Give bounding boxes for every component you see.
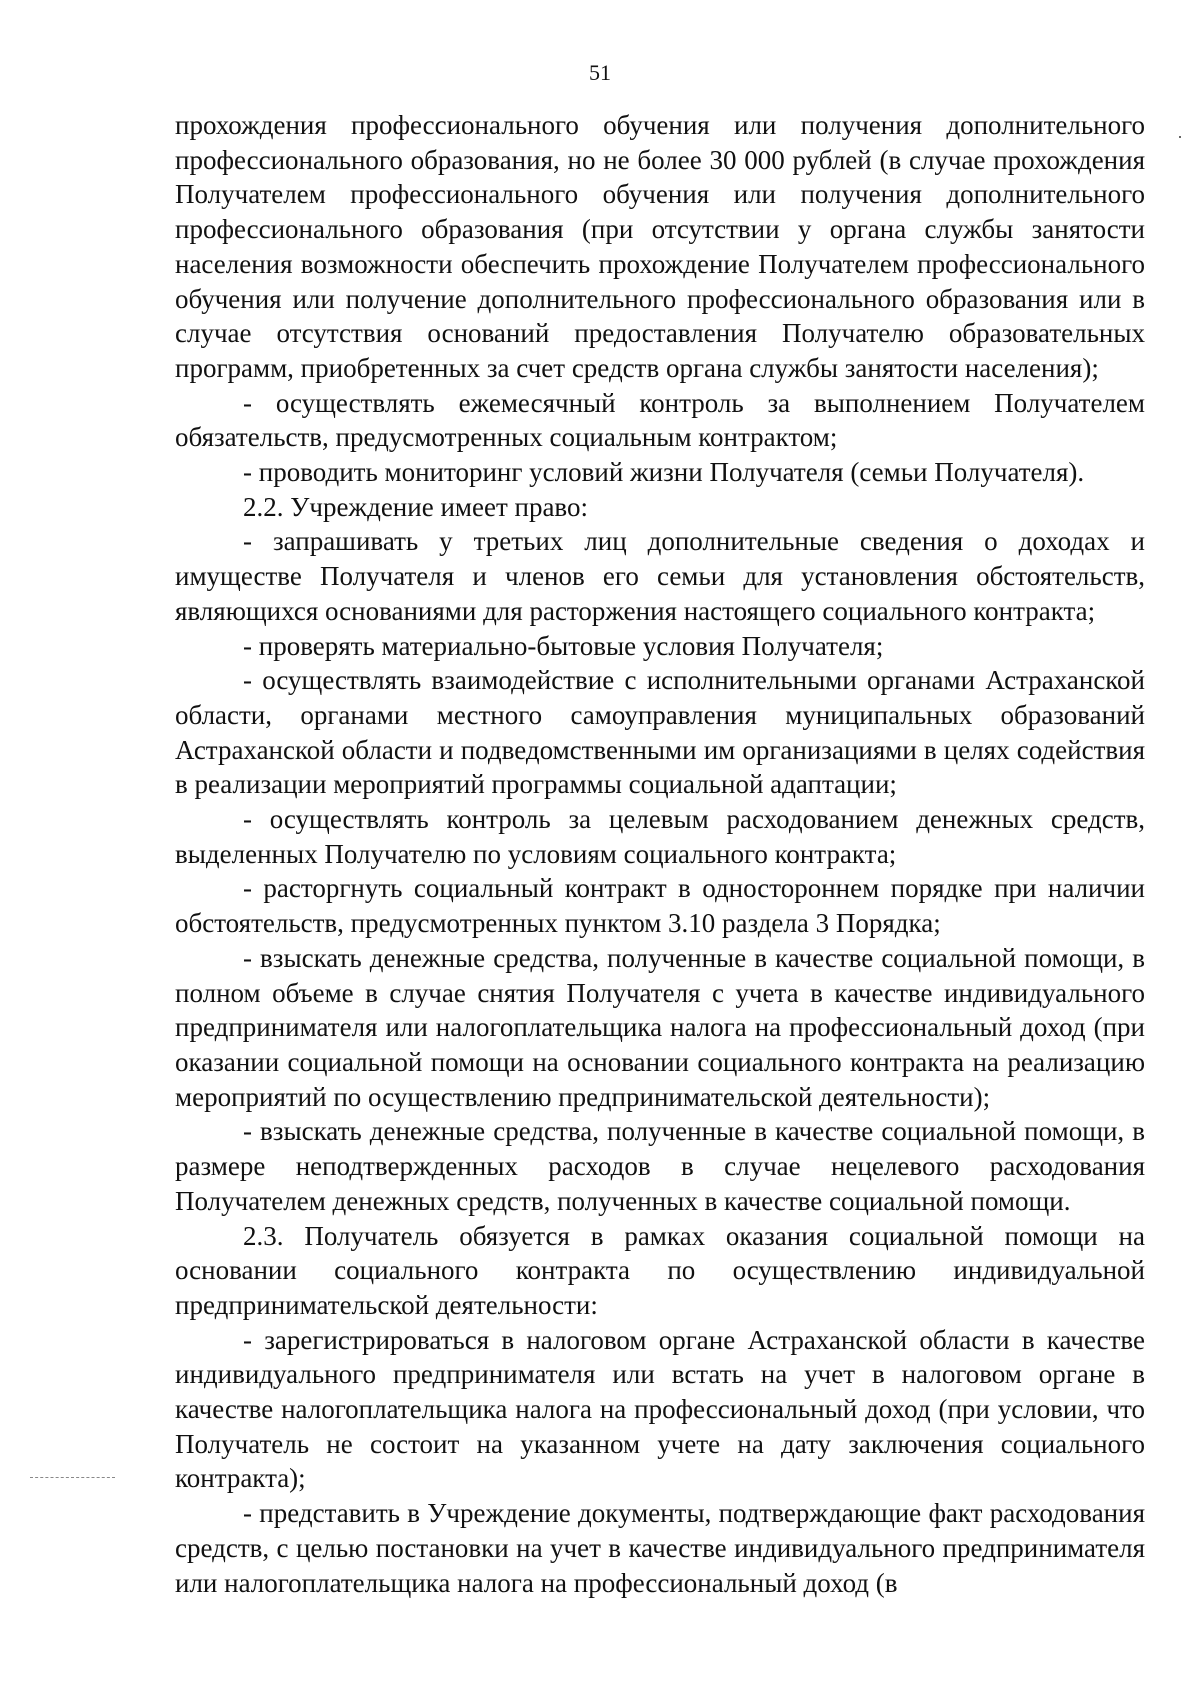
paragraph-register: - зарегистрироваться в налоговом органе Астраханской области в качестве индивидуального предпринимателя или встать на учет в налоговом органе в качестве налогоплательщика налога на профессиональный доход (при условии, что Получатель не состоит на указанном учете на дату заключения социального контракта); [175, 1324, 1145, 1494]
paragraph-control-spending: - осуществлять контроль за целевым расходованием денежных средств, выделенных Получателю по условиям социального контракта; [175, 804, 1145, 869]
section-heading-2-2: 2.2. Учреждение имеет право: [243, 491, 588, 522]
paragraph-recover-unconfirmed: - взыскать денежные средства, полученные в качестве социальной помощи, в размере неподтвержденных расходов в случае нецелевого расходования Получателем денежных средств, полученных в качестве социальной помощи. [175, 1116, 1145, 1216]
scan-margin-mark [30, 1477, 115, 1478]
paragraph-recover-full: - взыскать денежные средства, полученные в качестве социальной помощи, в полном объеме в случае снятия Получателя с учета в качестве индивидуального предпринимателя или налогоплательщика налога на профессиональный доход (при оказании социальной помощи на основании социального контракта на реализацию мероприятий по осуществлению предпринимательской деятельности); [175, 942, 1145, 1112]
page-number: 51 [589, 60, 611, 85]
paragraph-submit-documents: - представить в Учреждение документы, подтверждающие факт расходования средств, с целью постановки на учет в качестве индивидуального предпринимателя или налогоплательщика налога на профессиональный доход (в [175, 1498, 1145, 1598]
paragraph-monitoring: - проводить мониторинг условий жизни Получателя (семьи Получателя). [243, 457, 1085, 488]
scan-speck [1179, 136, 1181, 138]
paragraph-request-info: - запрашивать у третьих лиц дополнительные сведения о доходах и имуществе Получателя и членов его семьи для установления обстоятельств, являющихся основаниями для расторжения настоящего социального контракта; [175, 526, 1145, 626]
paragraph-terminate-contract: - расторгнуть социальный контракт в одностороннем порядке при наличии обстоятельств, предусмотренных пунктом 3.10 раздела 3 Порядка; [175, 873, 1145, 939]
section-heading-2-3: 2.3. Получатель обязуется в рамках оказания социальной помощи на основании социального контракта по осуществлению индивидуальной предпринимательской деятельности: [175, 1220, 1145, 1320]
paragraph-monthly-control: - осуществлять ежемесячный контроль за выполнением Получателем обязательств, предусмотренных социальным контрактом; [175, 387, 1145, 453]
paragraph-cooperation: - осуществлять взаимодействие с исполнительными органами Астраханской области, органами местного самоуправления муниципальных образований Астраханской области и подведомственными им организациями в целях содействия в реализации мероприятий программы социальной адаптации; [175, 665, 1145, 800]
document-body [175, 108, 1145, 1600]
paragraph-check-conditions: - проверять материально-бытовые условия Получателя; [243, 630, 884, 661]
paragraph-continuation: прохождения профессионального обучения или получения дополнительного профессионального образования, но не более 30 000 рублей (в случае прохождения Получателем профессионального обучения или получения дополнительного профессионального образования (при отсутствии у органа службы занятости населения возможности обеспечить прохождение Получателем профессионального обучения или получение дополнительного профессионального образования или в случае отсутствия оснований предоставления Получателю образовательных программ, приобретенных за счет средств органа службы занятости населения); [175, 110, 1145, 383]
